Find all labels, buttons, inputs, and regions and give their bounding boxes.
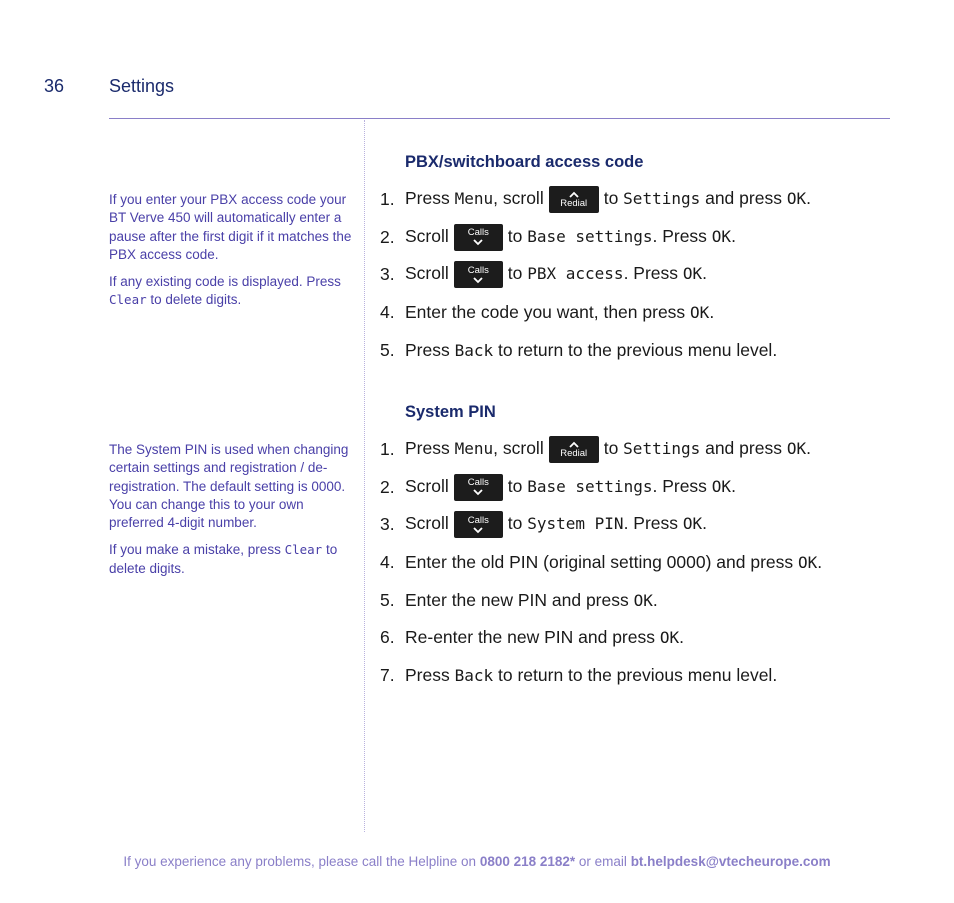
column-divider [364, 120, 365, 832]
redial-key [549, 186, 599, 213]
note-paragraph [109, 441, 353, 532]
step-text-part: to return to the previous menu level. [493, 664, 778, 685]
section-heading-pbx: PBX/switchboard access code [405, 153, 644, 171]
step-text-part: to [507, 263, 528, 284]
display-command: Settings [623, 439, 701, 459]
display-command: OK [711, 227, 732, 247]
step-number: 2. [380, 476, 395, 497]
display-command: OK [690, 303, 710, 323]
display-command: Menu [454, 189, 494, 209]
step-text-part: Scroll [405, 513, 449, 534]
step-text-part: to [603, 438, 624, 459]
step-item [380, 181, 880, 219]
step-text-part: and press [700, 438, 787, 459]
step-text [405, 302, 714, 323]
footer-middle: or email [575, 854, 631, 869]
step-text-part: and press [700, 188, 787, 209]
step-number: 3. [380, 514, 395, 535]
step-text [405, 665, 777, 686]
step-text-part: to [603, 188, 624, 209]
step-text-part: Scroll [405, 263, 449, 284]
step-text-part: . [731, 476, 736, 497]
calls-key [454, 511, 503, 538]
calls-key [454, 261, 503, 288]
footer-email: bt.helpdesk@vtecheurope.com [630, 854, 831, 869]
step-text-part: Scroll [405, 226, 449, 247]
step-item [380, 581, 880, 619]
display-command: System PIN [527, 514, 624, 534]
step-number: 7. [380, 664, 395, 685]
step-text-part: Scroll [405, 476, 449, 497]
note-paragraph [109, 273, 353, 310]
step-number: 2. [380, 226, 395, 247]
step-text-part: . Press [652, 226, 712, 247]
calls-key [454, 224, 503, 251]
step-text-part: . [806, 188, 811, 209]
step-item [380, 657, 880, 695]
step-item [380, 294, 880, 332]
step-text-part: Enter the old PIN (original setting 0000) and press [405, 552, 798, 573]
step-text-part: . [702, 513, 708, 534]
step-text-part: . [806, 438, 811, 459]
step-text-part: Press [405, 339, 455, 360]
step-text [405, 436, 811, 463]
redial-key [549, 436, 599, 463]
step-number: 3. [380, 264, 395, 285]
step-number: 5. [380, 589, 395, 610]
display-command: Base settings [527, 227, 653, 247]
step-text-part: . Press [623, 263, 683, 284]
note-text: to delete digits. [109, 542, 338, 576]
step-text-part: . [679, 627, 684, 648]
redial-key-label: Redial [560, 197, 588, 209]
step-number: 4. [380, 302, 395, 323]
step-text [405, 261, 707, 288]
side-note-pbx [109, 191, 353, 319]
step-item [380, 431, 880, 469]
step-number: 4. [380, 552, 395, 573]
section-heading-system-pin: System PIN [405, 403, 496, 421]
chevron-down-icon [472, 488, 484, 496]
chevron-down-icon [472, 526, 484, 534]
step-text [405, 590, 658, 611]
note-text: to delete digits. [146, 292, 242, 308]
step-text-part: . Press [652, 476, 712, 497]
display-command: Settings [623, 189, 701, 209]
step-text [405, 224, 736, 251]
step-number: 1. [380, 189, 395, 210]
step-text-part: , scroll [493, 438, 544, 459]
display-command: OK [682, 264, 703, 284]
step-text-part: to [507, 513, 528, 534]
step-item [380, 619, 880, 657]
step-text-part: to [507, 226, 528, 247]
display-command: OK [682, 514, 703, 534]
redial-key-label: Redial [560, 447, 588, 459]
display-command: OK [786, 189, 807, 209]
step-text-part: Press [405, 438, 455, 459]
step-item [380, 256, 880, 294]
display-command: OK [786, 439, 807, 459]
footer-text: If you experience any problems, please call the Helpline on [123, 854, 480, 869]
display-command: Menu [454, 439, 494, 459]
note-text: If you make a mistake, press [109, 542, 285, 558]
step-text-part: , scroll [493, 188, 544, 209]
step-text-part: Enter the code you want, then press [405, 302, 691, 323]
calls-key-label: Calls [467, 514, 489, 526]
step-text [405, 511, 707, 538]
footer-phone: 0800 218 2182* [479, 854, 576, 869]
step-text-part: . [817, 552, 823, 573]
step-text-part: . [709, 302, 715, 323]
step-text-part: Re-enter the new PIN and press [405, 627, 660, 648]
step-text-part: . [731, 226, 736, 247]
note-paragraph [109, 541, 353, 578]
calls-key-label: Calls [467, 264, 489, 276]
display-command: OK [659, 628, 680, 648]
display-command: Back [454, 340, 494, 360]
note-text: If you enter your PBX access code your BT Verve 450 will automatically enter a pause after the first digit if it matches the PBX access code. [109, 192, 352, 262]
side-note-system-pin [109, 441, 353, 587]
page-number: 36 [44, 76, 65, 96]
calls-key [454, 474, 503, 501]
step-item [380, 219, 880, 257]
chevron-down-icon [472, 238, 484, 246]
step-text-part: . [652, 589, 658, 610]
note-text: If any existing code is displayed. Press [109, 274, 341, 290]
display-command: PBX access [527, 264, 624, 284]
display-command: Back [454, 665, 494, 685]
step-text-part: to [507, 476, 528, 497]
step-text-part: . [702, 263, 708, 284]
step-item [380, 506, 880, 544]
step-text [405, 474, 736, 501]
step-text-part: to return to the previous menu level. [493, 339, 778, 360]
step-text [405, 552, 822, 573]
step-item [380, 469, 880, 507]
step-item [380, 544, 880, 582]
step-text-part: Press [405, 664, 455, 685]
key-name-clear: Clear [109, 292, 147, 308]
page-title: Settings [109, 76, 175, 96]
display-command: OK [798, 553, 818, 573]
steps-list-pbx [380, 181, 880, 369]
step-text-part: . Press [623, 513, 683, 534]
step-text-part: Enter the new PIN and press [405, 589, 634, 610]
footer-helpline [0, 854, 954, 869]
display-command: OK [711, 477, 732, 497]
calls-key-label: Calls [467, 227, 489, 239]
display-command: Base settings [527, 477, 653, 497]
step-text-part: Press [405, 188, 455, 209]
step-item [380, 331, 880, 369]
note-text: The System PIN is used when changing certain settings and registration / de-registration. The default setting is 0000. You can change this to your own preferred 4-digit number. [109, 442, 349, 531]
chevron-down-icon [472, 276, 484, 284]
step-text [405, 186, 811, 213]
key-name-clear: Clear [284, 542, 323, 558]
display-command: OK [633, 590, 653, 610]
calls-key-label: Calls [467, 477, 489, 489]
step-text [405, 627, 684, 648]
top-divider [109, 118, 890, 119]
steps-list-system-pin [380, 431, 880, 694]
note-paragraph [109, 191, 353, 264]
step-number: 1. [380, 439, 395, 460]
step-number: 5. [380, 339, 395, 360]
step-text [405, 340, 777, 361]
step-number: 6. [380, 627, 395, 648]
